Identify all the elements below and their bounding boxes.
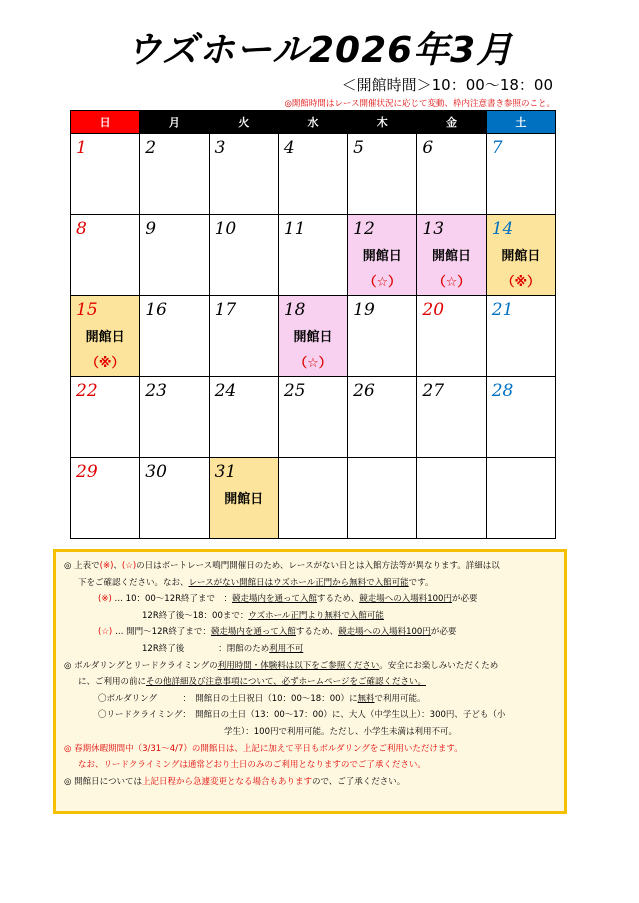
day-number: 20 [422, 300, 445, 320]
note-text: ◎ 上表で [64, 561, 100, 571]
note-text: の日はボートレース鳴門開催日のため、レースがない日とは入館方法等が異なります。詳細は以 [136, 561, 500, 571]
day-number: 21 [491, 300, 514, 320]
weekday-fri: 金 [417, 111, 486, 134]
open-day-label: 開館日 [501, 249, 541, 264]
calendar-day-cell [71, 296, 140, 377]
weekday-wed: 水 [278, 111, 347, 134]
note-text: 12R終了後 ：閉館のため [142, 643, 270, 654]
note-text: するため、 [317, 594, 360, 605]
calendar-day-cell [278, 458, 347, 539]
note-text: 下をご確認ください。なお、 [78, 577, 189, 588]
calendar-body [71, 134, 556, 539]
calendar-day-cell [417, 215, 486, 296]
day-number: 30 [145, 462, 167, 482]
open-day-label: 開館日 [85, 330, 125, 345]
note-text: ウズホール正門より無料で入館可能 [248, 610, 384, 621]
note-text: 競走場への入場料100円 [338, 627, 431, 638]
note-text: 上記日程から急遽変更となる場合もあります [141, 776, 312, 787]
day-number: 31 [214, 462, 237, 482]
day-number: 8 [76, 219, 87, 239]
calendar-day-cell [348, 215, 417, 296]
weekday-thu: 木 [348, 111, 417, 134]
notes-box [53, 549, 567, 814]
note-line [64, 558, 556, 575]
day-number: 2 [145, 138, 157, 158]
calendar-day-cell [71, 134, 140, 215]
note-text: ので、ご了承ください。 [311, 776, 406, 787]
calendar-week-row [71, 296, 556, 377]
note-text: レースがない開館日はウズホール正門から無料で入館可能 [188, 577, 409, 588]
open-day-mark: （☆） [363, 275, 402, 290]
note-line: ◎ 春期休暇期間中（3/31～4/7）の開館日は、上記に加えて平日もボルダリングをご利用いただけます。 [64, 743, 463, 754]
open-day-label: 開館日 [432, 249, 472, 264]
note-text: が必要 [451, 594, 478, 605]
calendar-day-cell [140, 215, 209, 296]
note-text: 12R終了後～18：00まで： [142, 610, 249, 621]
note-line [64, 674, 556, 691]
note-line [64, 608, 556, 625]
day-number: 27 [422, 381, 445, 401]
calendar-day-cell [209, 215, 278, 296]
note-line [64, 774, 556, 791]
day-number: 19 [353, 300, 375, 320]
weekday-header-row [71, 111, 556, 134]
hours-note: ◎開館時間はレース開催状況に応じて変動、枠内注意書き参照のこと。 [284, 99, 555, 109]
opening-hours: ＜開館時間＞10：00～18：00 [341, 76, 553, 94]
weekday-tue: 火 [209, 111, 278, 134]
calendar-week-row [71, 377, 556, 458]
calendar-day-cell [417, 134, 486, 215]
day-number: 11 [283, 219, 306, 239]
note-kome: (※) [98, 594, 112, 605]
note-text: 。安全にお楽しみいただくため [379, 660, 499, 671]
day-number: 14 [491, 219, 514, 239]
note-text: その他詳細及び注意事項について、必ずホームページをご確認ください。 [146, 677, 427, 688]
note-star: (☆) [98, 627, 113, 638]
day-number: 6 [422, 138, 434, 158]
day-number: 22 [76, 381, 98, 401]
note-line [64, 624, 556, 641]
calendar-week-row [71, 215, 556, 296]
calendar-table [70, 110, 556, 539]
note-kome: (※) [99, 561, 114, 571]
calendar-day-cell [209, 134, 278, 215]
note-text: 利用不可 [269, 643, 304, 654]
day-number: 3 [214, 138, 226, 158]
day-number: 25 [283, 381, 306, 401]
day-number: 10 [214, 219, 237, 239]
calendar-day-cell [71, 458, 140, 539]
day-number: 16 [145, 300, 167, 320]
note-text: 競走場内を通って入館 [210, 627, 296, 638]
calendar-day-cell [209, 377, 278, 458]
weekday-sat: 土 [486, 111, 555, 134]
calendar-day-cell [71, 215, 140, 296]
day-number: 5 [353, 138, 364, 158]
calendar-day-cell [71, 377, 140, 458]
day-number: 18 [283, 300, 306, 320]
weekday-mon: 月 [140, 111, 209, 134]
note-text: 競走場への入場料100円 [359, 594, 452, 605]
open-day-label: 開館日 [293, 330, 333, 345]
day-number: 12 [353, 219, 375, 239]
calendar-day-cell [278, 134, 347, 215]
calendar-day-cell [209, 296, 278, 377]
day-number: 15 [76, 300, 98, 320]
calendar-week-row [71, 134, 556, 215]
note-text: に、ご利用の前に [78, 677, 147, 688]
day-number: 28 [491, 381, 514, 401]
note-text: ◎ ボルダリングとリードクライミングの [64, 660, 218, 671]
calendar-day-cell [278, 296, 347, 377]
note-text: … 10：00～12R終了まで ： [111, 594, 233, 605]
day-number: 4 [283, 138, 295, 158]
day-number: 29 [76, 462, 98, 482]
calendar-day-cell [209, 458, 278, 539]
calendar-day-cell [417, 377, 486, 458]
calendar-day-cell [140, 296, 209, 377]
note-text: です。 [408, 577, 434, 588]
note-text: … 開門～12R終了まで： [112, 627, 211, 638]
note-text: 利用時間・体験料は以下をご参照ください [217, 660, 380, 671]
day-number: 26 [353, 381, 375, 401]
note-star: (☆) [121, 561, 137, 571]
note-text: 競走場内を通って入館 [232, 594, 318, 605]
note-line [64, 691, 556, 708]
note-line: 学生）：100円で利用可能。ただし、小学生未満は利用不可。 [224, 726, 457, 737]
day-number: 1 [76, 138, 87, 158]
note-text: が必要 [430, 627, 457, 638]
calendar-day-cell [486, 458, 555, 539]
note-line [64, 575, 556, 592]
open-day-mark: （※） [85, 356, 125, 371]
calendar-day-cell [417, 296, 486, 377]
day-number: 13 [422, 219, 445, 239]
calendar-day-cell [140, 377, 209, 458]
note-text: するため、 [295, 627, 339, 638]
calendar-day-cell [486, 296, 555, 377]
day-number: 23 [145, 381, 167, 401]
note-text: ◎ 開館日については [64, 776, 142, 787]
calendar-day-cell [486, 377, 555, 458]
calendar-day-cell [140, 134, 209, 215]
note-line [64, 591, 556, 608]
calendar-week-row [71, 458, 556, 539]
calendar-day-cell [348, 296, 417, 377]
note-text: で利用可能。 [374, 693, 426, 704]
note-text: 無料 [357, 693, 375, 704]
day-number: 17 [214, 300, 237, 320]
day-number: 7 [491, 138, 503, 158]
note-text: 、 [113, 561, 122, 571]
note-text: 〇ボルダリング ： 開館日の土日祝日（10：00～18：00）に [98, 693, 358, 704]
note-line: なお、リードクライミングは通常どおり土日のみのご利用となりますのでご了承ください。 [78, 760, 426, 771]
calendar-day-cell [348, 134, 417, 215]
calendar-day-cell [348, 377, 417, 458]
open-day-label: 開館日 [224, 492, 264, 507]
day-number: 24 [214, 381, 237, 401]
open-day-mark: （☆） [294, 356, 332, 371]
note-line: 〇リードクライミング： 開館日の土日（13：00～17：00）に、大人（中学生以上）：300円、子ども（小 [98, 710, 506, 721]
calendar-day-cell [417, 458, 486, 539]
calendar-day-cell [140, 458, 209, 539]
page-title: ウズホール2026年3月 [125, 30, 514, 71]
open-day-mark: （☆） [432, 275, 471, 290]
weekday-sun: 日 [71, 111, 140, 134]
day-number: 9 [145, 219, 157, 239]
calendar-day-cell [486, 215, 555, 296]
calendar-day-cell [278, 215, 347, 296]
calendar-day-cell [348, 458, 417, 539]
note-line [64, 641, 556, 658]
open-day-mark: （※） [501, 275, 541, 290]
open-day-label: 開館日 [362, 249, 402, 264]
calendar-day-cell [278, 377, 347, 458]
note-line [64, 658, 556, 675]
calendar-day-cell [486, 134, 555, 215]
